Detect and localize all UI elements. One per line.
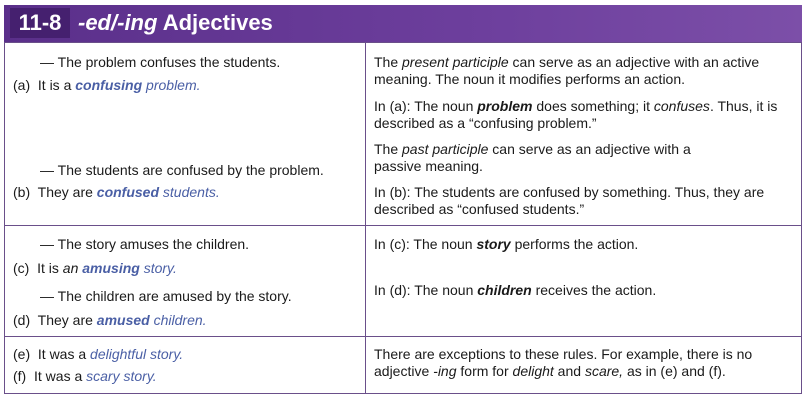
explanation-term: delight <box>512 363 554 379</box>
chart-table <box>4 42 802 394</box>
chart-title-emphasis: -ed/-ing <box>78 10 158 35</box>
example-d <box>13 312 207 329</box>
explanation-noun: problem <box>477 98 533 114</box>
column-divider <box>365 43 366 225</box>
explanation-noun: story <box>476 236 511 252</box>
explanation-text: and <box>553 363 585 379</box>
explanation-text: does something; it <box>532 98 654 114</box>
example-noun: problem. <box>142 77 201 93</box>
example-noun: story. <box>139 260 177 276</box>
example-adjective: amused <box>96 312 150 328</box>
example-adjective: amusing <box>82 260 140 276</box>
explanation-text: In (a): The noun <box>374 98 478 114</box>
table-row <box>5 337 801 393</box>
example-sentence: — The problem confuses the students. <box>40 54 281 70</box>
example-text: It is <box>37 260 63 276</box>
explanation-noun: children <box>477 282 532 298</box>
chart-header <box>4 5 802 42</box>
example-sentence: — The students are confused by the problem. <box>40 162 324 178</box>
chart-number: 11-8 <box>10 8 70 38</box>
explanation-text: as in (e) and (f). <box>623 363 726 379</box>
explanation-d <box>374 282 789 299</box>
explanation-text: In (c): The noun <box>374 236 477 252</box>
example-label: (f) <box>13 368 27 384</box>
example-label: (b) <box>13 184 31 200</box>
example-e <box>13 346 183 363</box>
chart-title <box>78 8 273 38</box>
example-label: (c) <box>13 260 30 276</box>
explanation-text: can serve as an adjective with an active meaning. The noun it modifies performs an action. <box>374 54 760 87</box>
explanation-exceptions <box>374 346 794 380</box>
example-text: They are <box>37 184 97 200</box>
example-noun: children. <box>149 312 207 328</box>
example-b <box>13 184 220 201</box>
example-sentence: — The story amuses the children. <box>40 236 250 252</box>
example-text: It was a <box>34 368 87 384</box>
explanation-term: past participle <box>402 141 489 157</box>
example-text: It is a <box>37 77 76 93</box>
explanation-term: -ing <box>433 363 457 379</box>
example-a <box>13 77 201 94</box>
explanation-text: In (d): The noun <box>374 282 478 298</box>
table-row <box>5 43 801 226</box>
explanation-text: The <box>374 54 403 70</box>
table-row <box>5 226 801 337</box>
explanation-text: performs the action. <box>510 236 639 252</box>
explanation-text: receives the action. <box>531 282 657 298</box>
explanation-text: . Thus, it is described as a “confusing problem.” <box>374 98 778 131</box>
explanation-a <box>374 98 789 132</box>
example-adjective: confusing <box>75 77 143 93</box>
example-sentence: — The children are amused by the story. <box>40 288 292 304</box>
example-label: (e) <box>13 346 31 362</box>
explanation-present-participle <box>374 54 789 88</box>
column-divider <box>365 337 366 393</box>
explanation-c <box>374 236 789 253</box>
explanation-term: confuses <box>653 98 710 114</box>
explanation-text: form for <box>456 363 513 379</box>
explanation-b: In (b): The students are confused by something. Thus, they are described as “confused students.” <box>374 184 765 217</box>
explanation-text: can serve as an adjective with a passive meaning. <box>374 141 691 174</box>
example-label: (a) <box>13 77 31 93</box>
explanation-text: There are exceptions to these rules. For example, there is no adjective <box>374 346 753 379</box>
example-noun: students. <box>159 184 220 200</box>
column-divider <box>365 226 366 336</box>
example-text: They are <box>37 312 97 328</box>
explanation-term: scare, <box>584 363 624 379</box>
chart-title-rest: Adjectives <box>157 10 273 35</box>
example-phrase: scary story. <box>86 368 157 384</box>
example-adjective: confused <box>96 184 160 200</box>
explanation-term: present participle <box>402 54 509 70</box>
example-c <box>13 260 177 277</box>
example-article: an <box>62 260 79 276</box>
example-f <box>13 368 157 385</box>
explanation-past-participle <box>374 141 714 175</box>
example-text: It was a <box>37 346 91 362</box>
explanation-text: The <box>374 141 403 157</box>
example-phrase: delightful story. <box>90 346 184 362</box>
example-label: (d) <box>13 312 31 328</box>
